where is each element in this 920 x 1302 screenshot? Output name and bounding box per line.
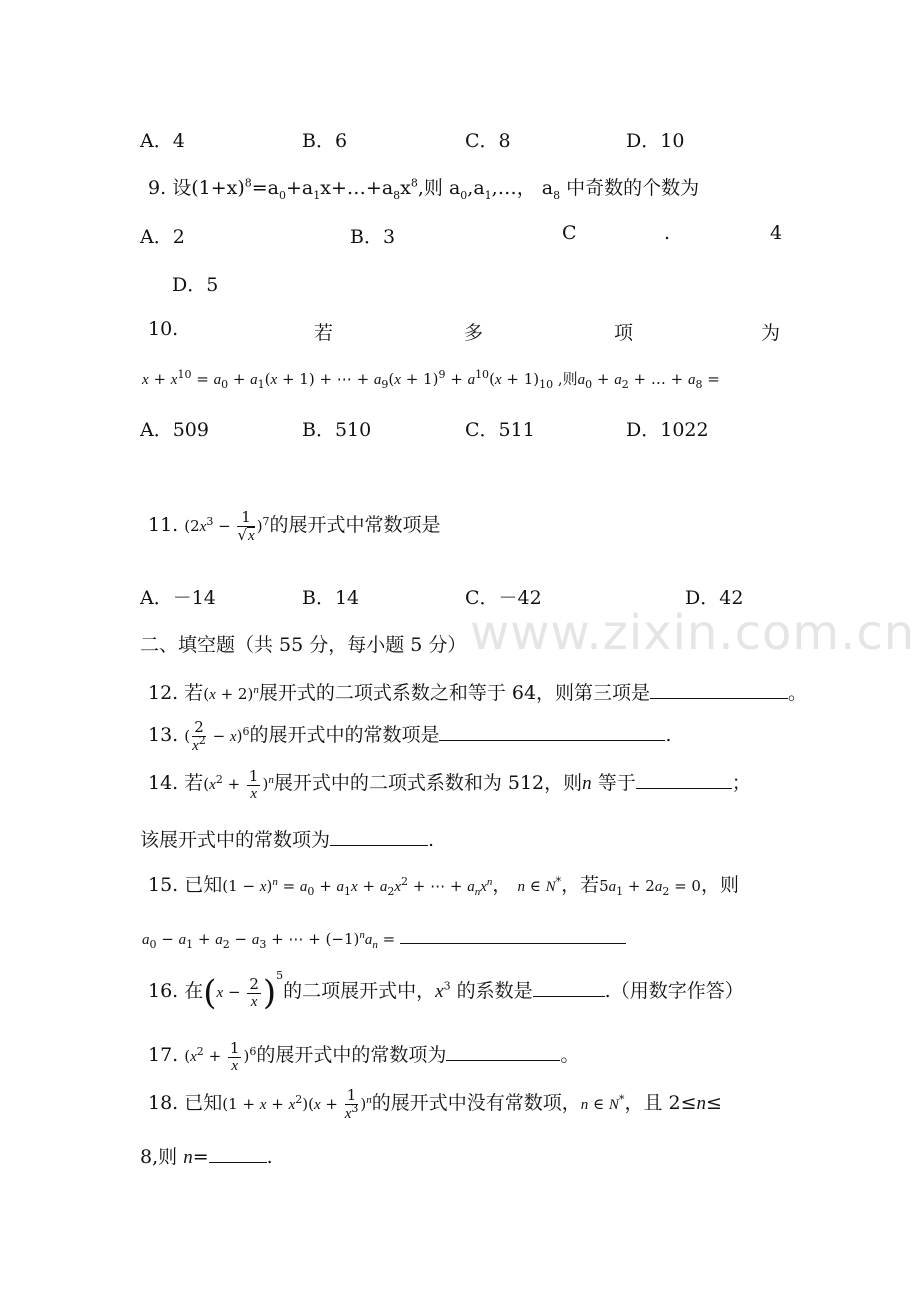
q11-option-a: A．－14: [140, 587, 216, 609]
q11-formula: ($2x^3$ − $\frac{1}{√x}$ )$^7$: [184, 508, 270, 544]
q14-end-2: .: [428, 829, 435, 851]
q18-number: 18.: [148, 1092, 179, 1114]
q15-formula: $(1 - x)^n = a_0 + a_1x + a_2x^2$ + ⋯ + $a_nx^n$: [222, 875, 493, 898]
q9-seq: $_0,a_1,\dots$， $a_8$: [460, 177, 561, 202]
q18-end: .: [266, 1146, 273, 1168]
q16-text-2: 的系数是: [456, 980, 533, 1002]
q16-text-1: 的二项展开式中，: [283, 980, 436, 1002]
q13-end: .: [665, 724, 672, 746]
q16-lead: 在: [184, 980, 204, 1002]
q14-text-1: 展开式中的二项式系数和为 512，则: [273, 772, 583, 794]
q9-lead: 设: [172, 177, 192, 199]
q10-option-d: D．1022: [626, 419, 709, 441]
q13-text: 的展开式中的常数项是: [249, 724, 440, 746]
q10-word-1: 若: [314, 322, 334, 344]
question-14: 14. 若($x^2$ + $\frac{1}{x}$ )$^n$展开式中的二项式系数和为 512，则n 等于 ；: [148, 766, 751, 802]
q15-text-3: ，则: [700, 874, 739, 896]
q9-option-c-dot: .: [664, 222, 671, 244]
q16-formula: (x − $\frac{2}{x}$ )$^5$: [203, 969, 284, 1013]
q9-option-c-value: 4: [770, 222, 783, 244]
section-2-title: 二、填空题（共 55 分，每小题 5 分）: [140, 634, 467, 656]
q18-answer-blank[interactable]: [209, 1144, 267, 1163]
q10-word-3: 项: [614, 322, 634, 344]
q12-number: 12.: [148, 682, 179, 704]
q14-formula: ($x^2$ + $\frac{1}{x}$ )$^n$: [203, 766, 274, 802]
question-9: [148, 173, 699, 200]
q17-text: 的展开式中的常数项为: [256, 1044, 447, 1066]
q10-word-4: 为: [761, 322, 781, 344]
question-18-line-2: 8,则 n= .: [140, 1146, 273, 1168]
q10-option-c: C．511: [465, 419, 535, 441]
q16-number: 16.: [148, 980, 179, 1002]
q14-text-2: 等于: [597, 772, 636, 794]
question-12: [148, 678, 807, 705]
q17-answer-blank[interactable]: [446, 1042, 560, 1061]
q10-number: 10.: [148, 318, 179, 340]
q10-formula: $x + x^{10} = a_0 + a_1(x + 1)$ + ⋯ + $a_9(x + 1)^9 + a^{10}(x + 1)_{10}$ ,则$a_0 + a_2$ + … + $a_8$ =: [142, 368, 720, 391]
q15-equation: $5a_1 + 2a_2 = 0$: [599, 877, 701, 898]
question-16: 16. 在(x − $\frac{2}{x}$ )$^5$的二项展开式中，$x^3$ 的系数是 .（用数字作答）: [148, 969, 744, 1013]
q9-number: 9.: [148, 177, 167, 199]
q12-formula: $(x + 2)^n$: [203, 684, 259, 703]
q15-number: 15.: [148, 874, 179, 896]
q17-number: 17.: [148, 1044, 179, 1066]
q9-option-c-letter: C: [562, 222, 577, 244]
q9-tail2: 中奇数的个数为: [566, 177, 700, 199]
q12-lead: 若: [184, 682, 204, 704]
q13-number: 13.: [148, 724, 179, 746]
q14-lead: 若: [184, 772, 204, 794]
q18-formula: $(1 + x + x^2)(x$ + $\frac{1}{x^3}$ )$^n$: [222, 1086, 372, 1122]
q14-number: 14.: [148, 772, 179, 794]
q10-option-a: A．509: [140, 419, 209, 441]
q12-answer-blank[interactable]: [650, 680, 788, 699]
q13-formula: ( $\frac{2}{x^2}$ − x)$^6$: [184, 718, 250, 754]
q9-option-d: D．5: [172, 274, 219, 296]
q18-condition: n ∈ N*: [580, 1093, 625, 1113]
q18-lead: 已知: [184, 1092, 223, 1114]
question-13: [148, 720, 672, 754]
q11-option-d: D．42: [685, 587, 744, 609]
q18-text-2: ，且 2≤: [624, 1092, 697, 1114]
q15-answer-blank[interactable]: [400, 925, 626, 944]
q12-text: 展开式的二项式系数之和等于 64，则第三项是: [258, 682, 651, 704]
q14-line-2-text: 该展开式中的常数项为: [140, 829, 331, 851]
q15-condition: n ∈ N*: [517, 875, 562, 895]
q16-end: .（用数字作答）: [604, 980, 744, 1002]
q8-option-a: A．4: [140, 130, 185, 152]
question-15: [148, 870, 739, 897]
q18-text-1: 的展开式中没有常数项，: [371, 1092, 581, 1114]
q14-end: ；: [731, 772, 751, 794]
watermark: www.zixin.com.cn: [470, 605, 916, 661]
q11-option-c: C．－42: [465, 587, 542, 609]
question-18: 18. 已知$(1 + x + x^2)(x$ + $\frac{1}{x^3}$ )$^n$的展开式中没有常数项，n ∈ N*，且 2≤n≤: [148, 1086, 722, 1122]
q14-answer-blank-1[interactable]: [636, 770, 732, 789]
q17-formula: ($x^2$ + $\frac{1}{x}$ )$^6$: [184, 1038, 257, 1074]
q9-option-a: A．2: [140, 226, 185, 248]
q15-sum-formula: $a_0 - a_1 + a_2 - a_3$ + ⋯ + $(-1)^na_n$ =: [142, 925, 626, 949]
q8-option-d: D．10: [626, 130, 685, 152]
q10-word-2: 多: [464, 322, 484, 344]
q10-then: 则: [562, 370, 578, 388]
q15-text-1: ，: [492, 874, 512, 896]
q9-option-b: B．3: [350, 226, 396, 248]
q11-text: 的展开式中常数项是: [269, 514, 441, 536]
q11-option-b: B．14: [302, 587, 360, 609]
question-11: [148, 510, 441, 544]
q10-option-b: B．510: [302, 419, 372, 441]
q15-lead: 已知: [184, 874, 223, 896]
question-17: [148, 1040, 579, 1074]
q12-end: 。: [788, 682, 808, 704]
question-14-line-2: [140, 825, 434, 852]
q16-answer-blank[interactable]: [533, 978, 605, 997]
q18-line-2-a: 8,则: [140, 1146, 178, 1168]
q17-end: 。: [560, 1044, 580, 1066]
q8-option-c: C．8: [465, 130, 511, 152]
q14-answer-blank-2[interactable]: [330, 827, 428, 846]
q15-text-2: ，若: [561, 874, 600, 896]
q13-answer-blank[interactable]: [439, 722, 665, 741]
q18-text-3: ≤: [706, 1092, 722, 1114]
q18-line-2-b: =: [192, 1146, 209, 1168]
q9-formula: $(1+x)^8=a_0+a_1x+\dots+a_8x^8$: [191, 176, 418, 202]
q11-number: 11.: [148, 514, 179, 536]
q8-option-b: B．6: [302, 130, 348, 152]
q9-tail: ,则 a: [417, 177, 461, 199]
